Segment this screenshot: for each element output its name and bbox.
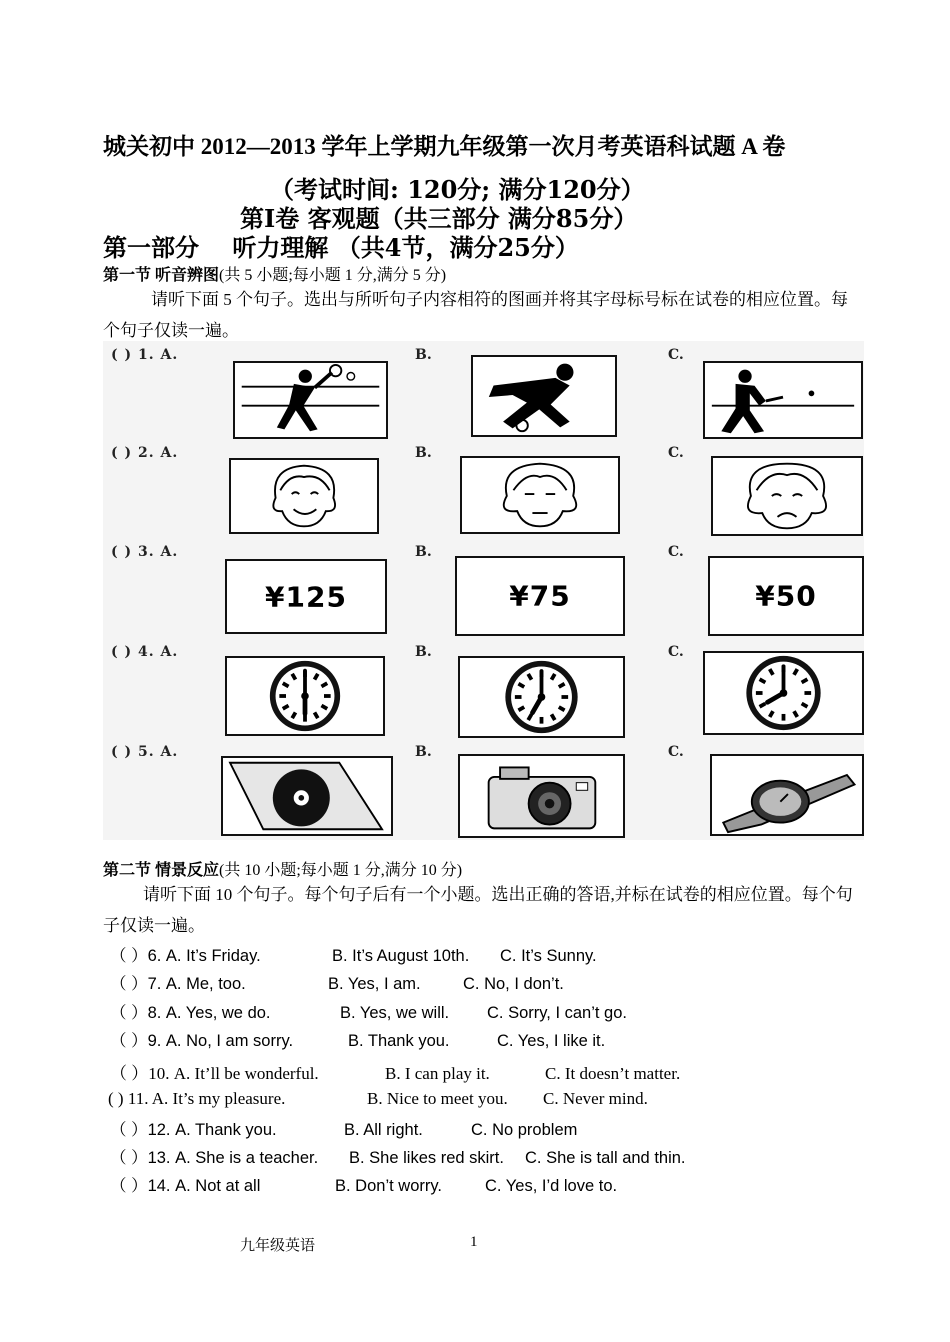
question-12-c: C. No problem — [471, 1121, 578, 1139]
question-6-c: C. It’s Sunny. — [500, 947, 597, 965]
question-10-c: C. It doesn’t matter. — [545, 1064, 681, 1083]
question-6-b: B. It’s August 10th. — [332, 947, 470, 965]
question-11-c: C. Never mind. — [543, 1089, 648, 1108]
question-7-a: （ ）7. A. Me, too. — [110, 975, 246, 993]
part-heading: 第一部分 听力理解 （共4节，满分25分） — [103, 233, 579, 262]
question-8-b: B. Yes, we will. — [340, 1004, 450, 1022]
section1-heading-bold: 第一节 听音辨图 — [103, 267, 220, 284]
row5-label: ( ) 5. A. — [111, 744, 179, 760]
question-9-b: B. Thank you. — [348, 1032, 450, 1050]
row5-option-b: B. — [415, 744, 432, 760]
question-11-b: B. Nice to meet you. — [367, 1089, 508, 1108]
question-8 — [110, 999, 627, 1023]
section2-heading-bold: 第二节 情景反应 — [103, 862, 220, 879]
price-a: ¥125 — [265, 580, 347, 613]
section1-heading-rest: (共 5 小题;每小题 1 分,满分 5 分) — [219, 267, 447, 284]
question-7 — [110, 970, 564, 994]
question-8-a: （ ）8. A. Yes, we do. — [110, 1004, 271, 1022]
clock-center — [780, 689, 788, 697]
happy-face-picture — [229, 458, 379, 534]
question-11-a: ( ) 11. A. It’s my pleasure. — [108, 1089, 286, 1108]
row3-option-c: C. — [668, 544, 684, 560]
question-12-a: （ ）12. A. Thank you. — [110, 1121, 277, 1139]
section1-instruction: 请听下面 5 个句子。选出与所听句子内容相符的图画并将其字母标号标在试卷的相应位置。每个句子仅读一遍。 — [103, 290, 848, 340]
clock-center — [538, 693, 546, 701]
watch-picture — [710, 754, 864, 836]
question-14-a: （ ）14. A. Not at all — [110, 1177, 261, 1195]
row2-label: ( ) 2. A. — [111, 445, 179, 461]
section2-heading — [103, 857, 462, 880]
page-number: 1 — [470, 1234, 478, 1250]
question-14-b: B. Don’t worry. — [335, 1177, 442, 1195]
question-13 — [110, 1144, 686, 1168]
listening-pictures — [103, 341, 864, 840]
section1-heading — [103, 262, 446, 285]
question-12 — [110, 1116, 577, 1140]
question-9-c: C. Yes, I like it. — [497, 1032, 606, 1050]
question-12-b: B. All right. — [344, 1121, 423, 1139]
question-14-c: C. Yes, I’d love to. — [485, 1177, 618, 1195]
question-9 — [110, 1027, 605, 1051]
question-10 — [110, 1059, 680, 1084]
question-10-b: B. I can play it. — [385, 1064, 490, 1083]
clock-a-picture — [225, 656, 385, 736]
question-9-a: （ ）9. A. No, I am sorry. — [110, 1032, 294, 1050]
row3-option-b: B. — [415, 544, 432, 560]
row1-option-c: C. — [668, 347, 684, 363]
cd-disc-picture — [221, 756, 393, 836]
row3-label: ( ) 3. A. — [111, 544, 179, 560]
section2-heading-rest: (共 10 小题;每小题 1 分,满分 10 分) — [219, 862, 463, 879]
row1-label: ( ) 1. A. — [111, 347, 179, 363]
price-b-box — [455, 556, 625, 636]
row2-option-c: C. — [668, 445, 684, 461]
question-8-c: C. Sorry, I can’t go. — [487, 1004, 627, 1022]
question-6 — [110, 942, 597, 966]
sad-face-picture — [711, 456, 863, 536]
clock-center — [301, 692, 309, 700]
volume-heading: 第Ⅰ卷 客观题（共三部分 满分85分） — [240, 204, 638, 233]
exam-title: 城关初中 2012—2013 学年上学期九年级第一次月考英语科试题 A 卷 — [103, 134, 786, 159]
row5-option-c: C. — [668, 744, 684, 760]
question-6-a: （ ）6. A. It’s Friday. — [110, 947, 261, 965]
question-13-b: B. She likes red skirt. — [349, 1149, 504, 1167]
tennis-player-picture — [233, 361, 388, 439]
question-7-b: B. Yes, I am. — [328, 975, 421, 993]
exam-info: （考试时间: 120分; 满分120分） — [270, 175, 645, 204]
soccer-player-picture — [471, 355, 617, 437]
price-a-box — [225, 559, 387, 634]
section2-instruction: 请听下面 10 个句子。每个句子后有一个小题。选出正确的答语,并标在试卷的相应位置。每个句子仅读一遍。 — [103, 885, 853, 935]
clock-b-picture — [458, 656, 625, 738]
row4-option-b: B. — [415, 644, 432, 660]
question-11 — [108, 1089, 648, 1109]
question-14 — [110, 1172, 617, 1196]
question-10-a: （ ）10. A. It’ll be wonderful. — [110, 1064, 319, 1083]
price-c-box — [708, 556, 864, 636]
question-13-a: （ ）13. A. She is a teacher. — [110, 1149, 319, 1167]
price-b: ¥75 — [509, 579, 571, 613]
row1-option-b: B. — [415, 347, 432, 363]
camera-picture — [458, 754, 625, 838]
ping-pong-player-picture — [703, 361, 863, 439]
clock-c-picture — [703, 651, 864, 735]
price-c: ¥50 — [755, 579, 817, 613]
question-13-c: C. She is tall and thin. — [525, 1149, 686, 1167]
footer-subject: 九年级英语 — [240, 1238, 316, 1254]
tired-face-picture — [460, 456, 620, 534]
question-7-c: C. No, I don’t. — [463, 975, 564, 993]
row4-label: ( ) 4. A. — [111, 644, 179, 660]
row4-option-c: C. — [668, 644, 684, 660]
row2-option-b: B. — [415, 445, 432, 461]
